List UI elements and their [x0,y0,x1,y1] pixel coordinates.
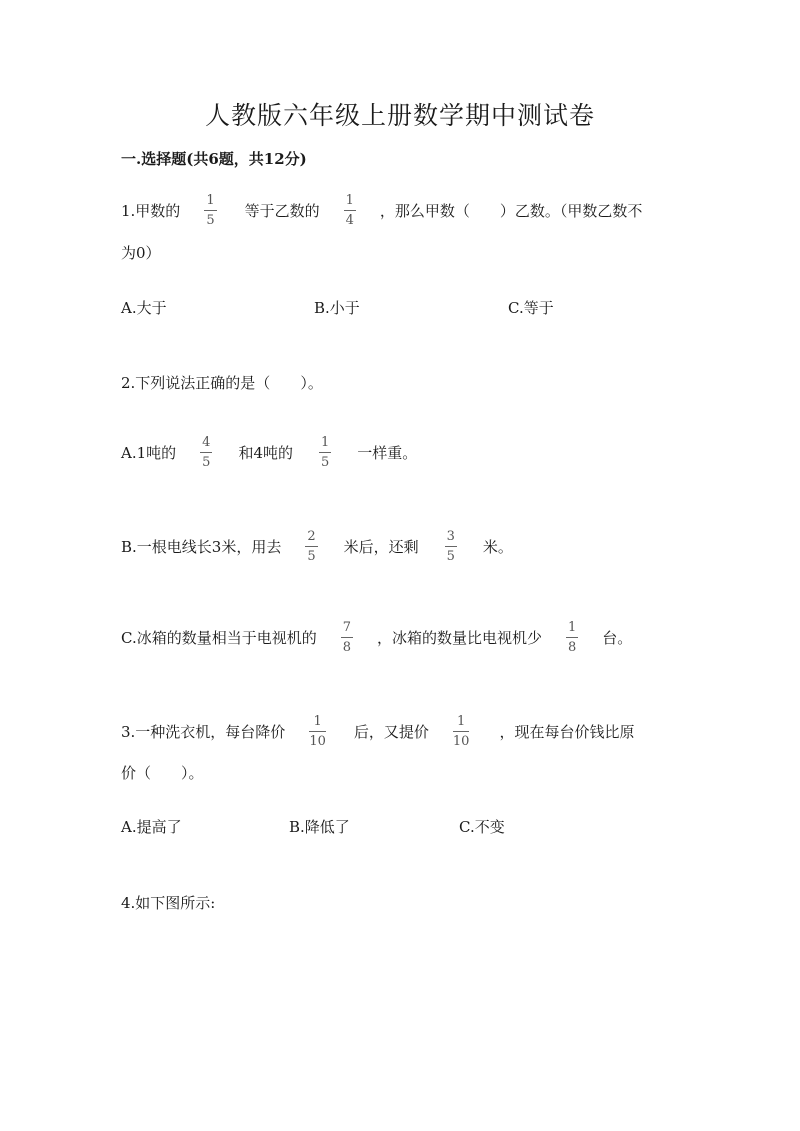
q3-text-4: 价（ ）。 [121,763,204,782]
q3-option-a[interactable]: A.提高了 [121,818,182,836]
q3-f2-den: 10 [452,733,470,749]
q2c-f1-den: 8 [342,639,351,655]
q3-f2-num: 1 [457,713,466,729]
page-title: 人教版六年级上册数学期中测试卷 [204,101,595,130]
q2b-text-3: 米。 [482,537,513,556]
section-heading: 一.选择题(共6题，共12分) [121,150,307,168]
q2b-f2-num: 3 [446,528,455,544]
q2-text: 2.下列说法正确的是（ ）。 [121,373,323,392]
q1-text-3: ，那么甲数（ ）乙数。（甲数乙数不 [379,201,643,220]
question-1-line-2 [121,232,161,272]
q3-option-c[interactable]: C.不变 [459,818,505,836]
question-3-line-2 [121,752,204,792]
q2c-f2-den: 8 [568,639,577,655]
question-4-stem [121,882,215,922]
q2c-text-3: 台。 [602,628,633,647]
q2c-f2-num: 1 [568,619,577,635]
q1-fraction-2 [344,193,356,228]
q1-frac2-den: 4 [345,212,354,228]
q1-text-1: 1.甲数的 [121,201,181,220]
q2b-text-2: 米后，还剩 [343,537,419,556]
q4-text: 4.如下图所示: [121,893,216,912]
q2a-f2-num: 1 [320,434,330,450]
q2-option-c[interactable] [121,617,632,657]
q2a-text-2: 和4吨的 [238,443,293,462]
q2c-text-2: ，冰箱的数量比电视机少 [377,628,543,647]
q3-f1-den: 10 [309,733,326,749]
q2-option-a[interactable] [121,432,417,472]
q3-text-3: ，现在每台价钱比原 [499,722,635,741]
q2a-f2-den: 5 [320,454,330,470]
q2a-text-3: 一样重。 [357,443,418,462]
q2a-f1-den: 5 [202,454,211,470]
q2c-f1-num: 7 [342,619,351,635]
q1-frac1-den: 5 [206,212,215,228]
q2a-f1-num: 4 [202,434,211,450]
q3-text-1: 3.一种洗衣机，每台降价 [121,722,286,741]
q2b-fraction-2 [445,529,457,564]
q2a-fraction-2 [319,435,331,470]
q3-text-2: 后，又提价 [353,722,429,741]
q3-fraction-2 [453,714,470,749]
q2a-fraction-1 [200,435,212,470]
q3-fraction-1 [309,714,326,749]
q1-option-a[interactable]: A.大于 [121,299,167,317]
q2b-f2-den: 5 [446,548,455,564]
q2c-fraction-2 [566,620,578,655]
q2-option-b[interactable] [121,526,513,566]
q2c-fraction-1 [341,620,353,655]
q3-option-b[interactable]: B.降低了 [289,818,350,836]
q2b-fraction-1 [305,529,317,564]
q2b-f1-num: 2 [307,528,316,544]
q1-option-c[interactable]: C.等于 [508,299,554,317]
q1-option-b[interactable]: B.小于 [314,299,360,317]
q3-f1-num: 1 [313,713,322,729]
question-3-line-1 [121,711,634,751]
q1-frac2-num: 1 [345,192,354,208]
q1-frac1-num: 1 [206,192,215,208]
q2b-f1-den: 5 [307,548,316,564]
q2a-text-1: A.1吨的 [121,443,177,462]
q2c-text-1: C.冰箱的数量相当于电视机的 [121,628,317,647]
q1-text-4: 为0） [121,243,161,262]
question-2-stem [121,362,323,402]
q2b-text-1: B.一根电线长3米，用去 [121,537,282,556]
q1-text-2: 等于乙数的 [244,201,320,220]
question-1-line-1 [121,190,642,230]
q1-fraction-1 [204,193,216,228]
